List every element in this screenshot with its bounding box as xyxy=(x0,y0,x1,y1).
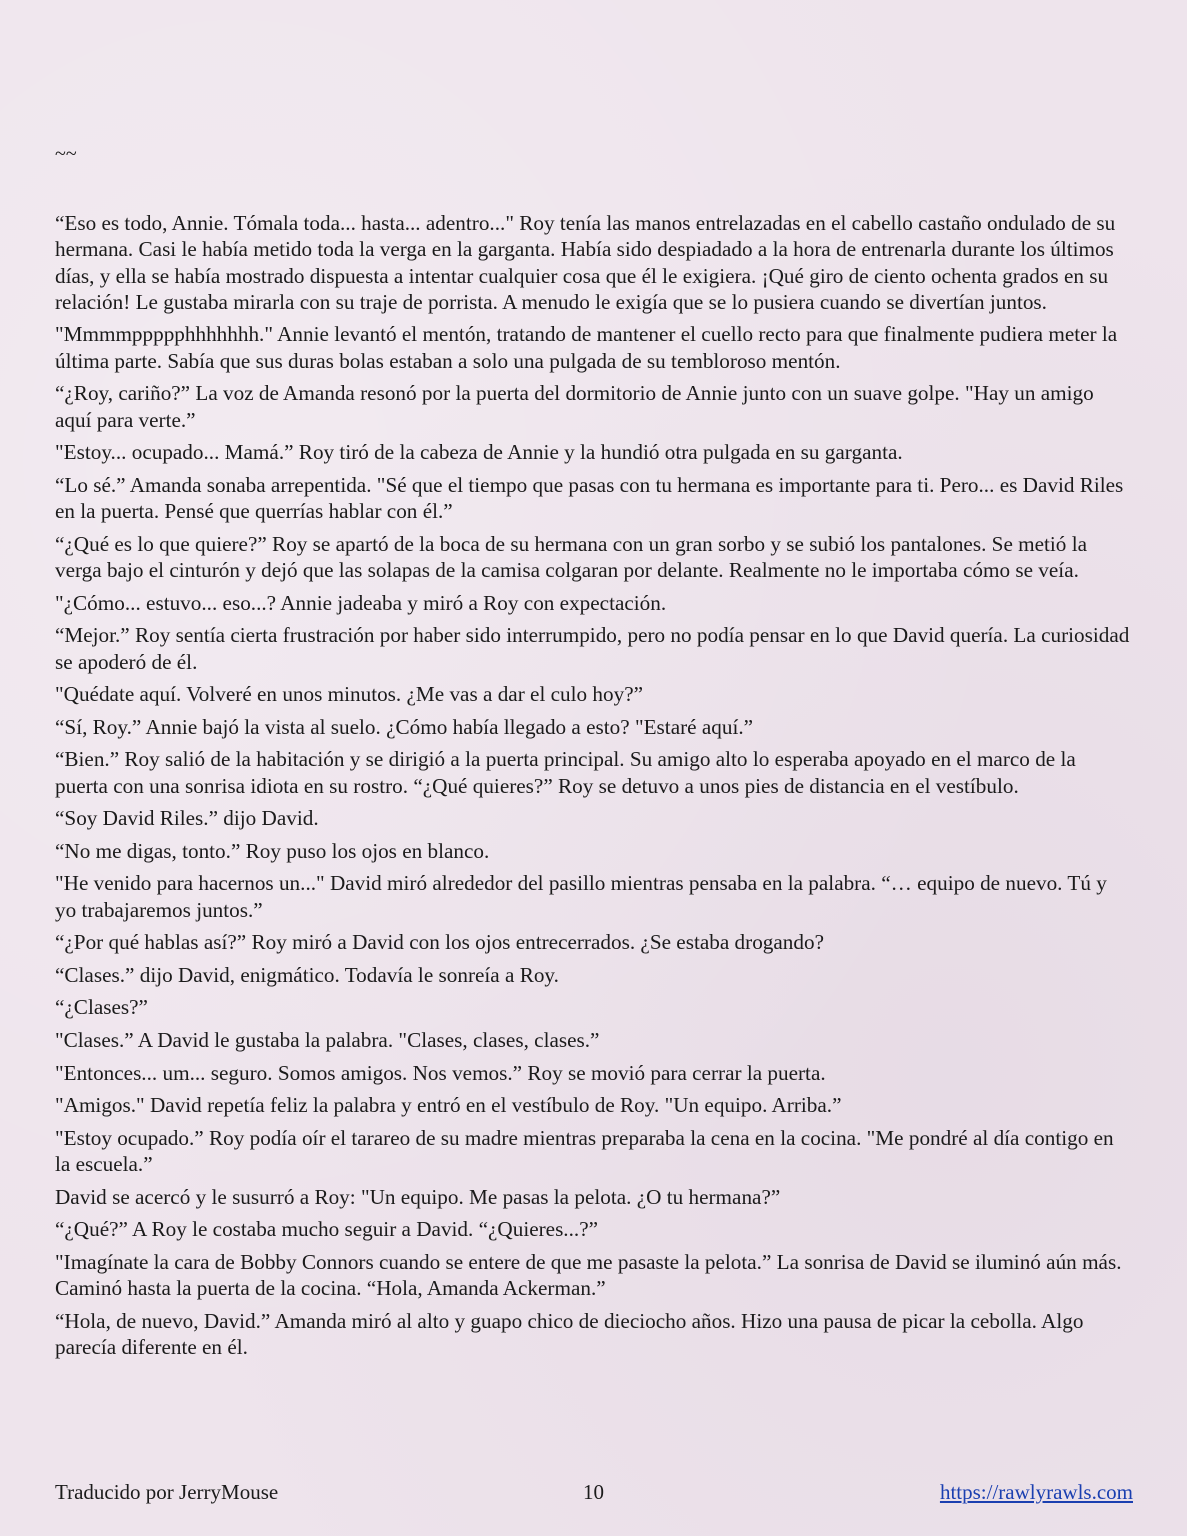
paragraph-25: “Hola, de nuevo, David.” Amanda miró al alto y guapo chico de dieciocho años. Hizo una pausa de picar la cebolla. Algo parecía diferente en él. xyxy=(55,1308,1084,1360)
paragraph-16: “Clases.” dijo David, enigmático. Todavía le sonreía a Roy. xyxy=(55,962,559,987)
paragraph-7: "¿Cómo... estuvo... eso...? Annie jadeaba y miró a Roy con expectación. xyxy=(55,590,667,615)
website-link[interactable]: https://rawlyrawls.com xyxy=(939,1480,1133,1504)
paragraph-8: “Mejor.” Roy sentía cierta frustración por haber sido interrumpido, pero no podía pensar en lo que David quería. La curiosidad se apoderó de él. xyxy=(55,623,1130,674)
page-footer xyxy=(55,1478,1133,1506)
paragraph-11: “Bien.” Roy salió de la habitación y se dirigió a la puerta principal. Su amigo alto lo esperaba apoyado en el marco de la puerta con una sonrisa idiota en su rostro. “¿Qué quieres?” Roy se detuvo a unos pies de distancia en el vestíbulo. xyxy=(55,747,1076,798)
story-body xyxy=(55,210,1133,1367)
paragraph-24: "Imagínate la cara de Bobby Connors cuando se entere de que me pasaste la pelota.” La sonrisa de David se iluminó aún más. Caminó hasta la puerta de la cocina. “Hola, Amanda Ackerman.” xyxy=(55,1249,1122,1301)
translator-credit: Traducido por JerryMouse xyxy=(55,1480,279,1504)
paragraph-19: "Entonces... um... seguro. Somos amigos. Nos vemos.” Roy se movió para cerrar la puerta. xyxy=(55,1060,826,1085)
paragraph-22: David se acercó y le susurró a Roy: "Un equipo. Me pasas la pelota. ¿O tu hermana?” xyxy=(55,1184,781,1209)
paragraph-20: "Amigos." David repetía feliz la palabra y entró en el vestíbulo de Roy. "Un equipo. Arriba.” xyxy=(55,1093,842,1118)
paragraph-17: “¿Clases?” xyxy=(55,995,148,1020)
paragraph-9: "Quédate aquí. Volveré en unos minutos. ¿Me vas a dar el culo hoy?” xyxy=(55,682,644,707)
section-separator: ~~ xyxy=(55,143,77,165)
paragraph-18: "Clases.” A David le gustaba la palabra. "Clases, clases, clases.” xyxy=(55,1028,600,1053)
paragraph-3: “¿Roy, cariño?” La voz de Amanda resonó por la puerta del dormitorio de Annie junto con un suave golpe. "Hay un amigo aquí para verte.” xyxy=(55,381,1094,432)
paragraph-2: "Mmmmppppphhhhhhh." Annie levantó el mentón, tratando de mantener el cuello recto para que finalmente pudiera meter la última parte. Sabía que sus duras bolas estaban a solo una pulgada de su tembloroso mentón. xyxy=(55,322,1118,373)
page-number: 10 xyxy=(583,1480,604,1504)
paragraph-10: “Sí, Roy.” Annie bajó la vista al suelo. ¿Cómo había llegado a esto? "Estaré aquí.” xyxy=(55,714,754,739)
paragraph-12: “Soy David Riles.” dijo David. xyxy=(55,806,319,831)
paragraph-21: "Estoy ocupado.” Roy podía oír el tarareo de su madre mientras preparaba la cena en la cocina. "Me pondré al día contigo en la escuela.” xyxy=(55,1125,1114,1177)
paragraph-15: “¿Por qué hablas así?” Roy miró a David con los ojos entrecerrados. ¿Se estaba drogando? xyxy=(55,930,824,955)
paragraph-6: “¿Qué es lo que quiere?” Roy se apartó de la boca de su hermana con un gran sorbo y se subió los pantalones. Se metió la verga bajo el cinturón y dejó que las solapas de la camisa colgaran por delante. Realmente no le importaba cómo se veía. xyxy=(55,531,1087,583)
paragraph-23: “¿Qué?” A Roy le costaba mucho seguir a David. “¿Quieres...?” xyxy=(55,1217,599,1242)
paragraph-1: “Eso es todo, Annie. Tómala toda... hasta... adentro..." Roy tenía las manos entrelazadas en el cabello castaño ondulado de su hermana. Casi le había metido toda la verga en la garganta. Había sido despiadado a la hora de entrenarla durante los últimos días, y ella se había mostrado dispuesta a intentar cualquier cosa que él le exigiera. ¡Qué giro de ciento ochenta grados en su relación! Le gustaba mirarla con su traje de porrista. A menudo le exigía que se lo pusiera cuando se divertían juntos. xyxy=(55,211,1116,314)
paragraph-4: "Estoy... ocupado... Mamá.” Roy tiró de la cabeza de Annie y la hundió otra pulgada en su garganta. xyxy=(55,440,903,465)
paragraph-14: "He venido para hacernos un..." David miró alrededor del pasillo mientras pensaba en la palabra. “… equipo de nuevo. Tú y yo trabajaremos juntos.” xyxy=(55,871,1107,922)
paragraph-13: “No me digas, tonto.” Roy puso los ojos en blanco. xyxy=(55,838,490,863)
paragraph-5: “Lo sé.” Amanda sonaba arrepentida. "Sé que el tiempo que pasas con tu hermana es importante para ti. Pero... es David Riles en la puerta. Pensé que querrías hablar con él.” xyxy=(55,472,1124,524)
